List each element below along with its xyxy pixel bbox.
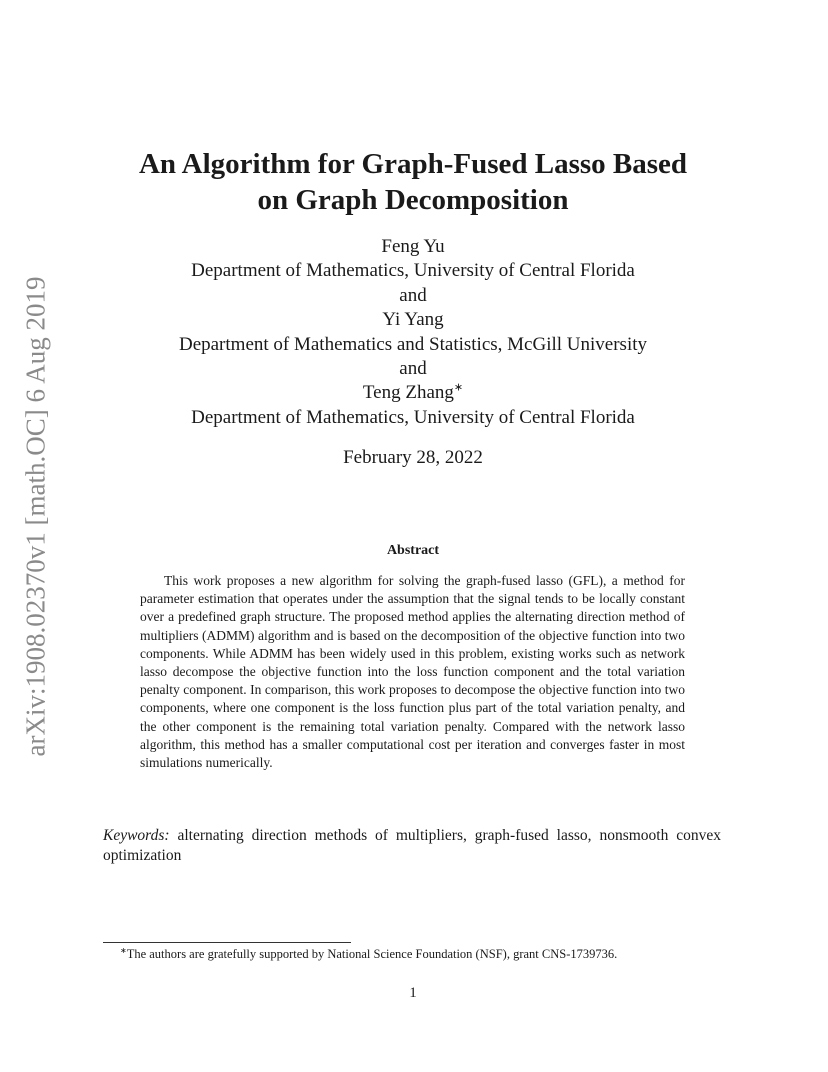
- footnote-divider: [103, 942, 351, 943]
- arxiv-identifier: arXiv:1908.02370v1 [math.OC] 6 Aug 2019: [20, 276, 51, 756]
- keywords-label: Keywords:: [103, 827, 170, 844]
- author-name-2: Yi Yang: [382, 309, 444, 331]
- keywords-paragraph: [103, 826, 721, 866]
- title-line-2: on Graph Decomposition: [257, 184, 569, 216]
- keywords-list: alternating direction methods of multipliers, graph-fused lasso, nonsmooth convex optimization: [103, 827, 721, 864]
- author-affiliation-2: Department of Mathematics and Statistics, McGill University: [178, 333, 648, 355]
- author-affiliation-3: Department of Mathematics, University of Central Florida: [191, 406, 635, 428]
- page-number: 1: [409, 985, 417, 1001]
- author-name-3-line: [70, 381, 756, 405]
- author-footnote-marker: ∗: [453, 382, 464, 395]
- author-separator-1: and: [399, 284, 427, 306]
- author-name-1: Feng Yu: [381, 236, 445, 257]
- title-line-1: An Algorithm for Graph-Fused Lasso Based: [138, 148, 688, 180]
- author-affiliation-1: Department of Mathematics, University of Central Florida: [191, 260, 635, 282]
- author-block: [70, 235, 756, 430]
- footnote-text: The authors are gratefully supported by National Science Foundation (NSF), grant CNS-1739736.: [126, 947, 618, 961]
- author-name-3: Teng Zhang: [362, 382, 454, 404]
- author-separator-2: and: [399, 358, 427, 380]
- abstract-heading: Abstract: [386, 543, 440, 558]
- abstract-body: This work proposes a new algorithm for solving the graph-fused lasso (GFL), a method for parameter estimation that operates under the assumption that the signal tends to be locally constant over a predefined graph structure. The proposed method applies the alternating direction method of multipliers (ADMM) algorithm and is based on the decomposition of the objective function into two components. While ADMM has been widely used in this problem, existing works such as network lasso decompose the objective function into the loss function component and the total variation penalty component. In comparison, this work proposes to decompose the objective function into two components, where one component is the loss function plus part of the total variation penalty, and the other component is the remaining total variation penalty. Compared with the network lasso algorithm, this method has a smaller computational cost per iteration and converges faster in most simulations numerically.: [140, 573, 685, 771]
- arxiv-sidebar-stamp: [14, 270, 58, 762]
- paper-title: [70, 146, 756, 218]
- footnote-marker: ∗: [120, 945, 127, 955]
- paper-date: February 28, 2022: [343, 447, 483, 468]
- footnote: [103, 946, 721, 962]
